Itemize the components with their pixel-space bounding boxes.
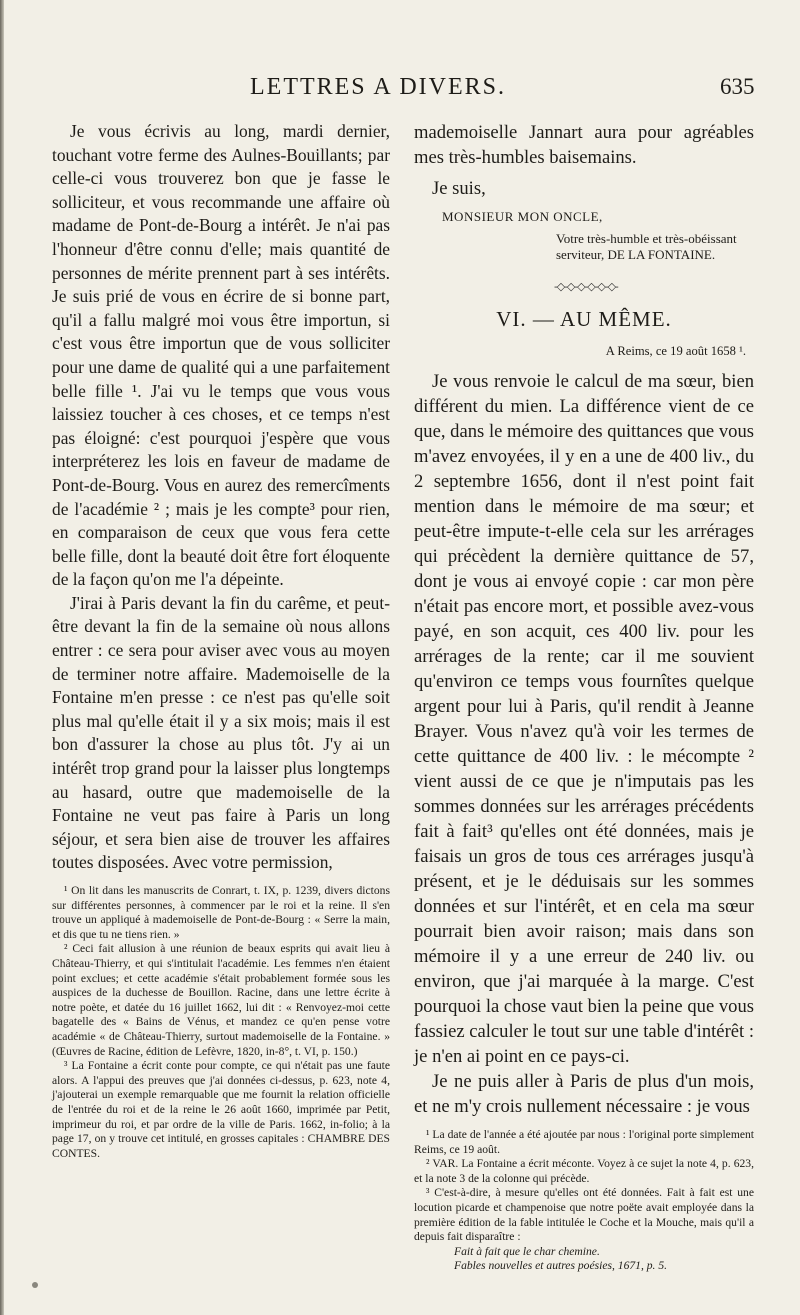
footnotes-left bbox=[52, 884, 390, 1161]
signature-line: serviteur, DE LA FONTAINE. bbox=[556, 247, 716, 262]
right-column bbox=[414, 120, 754, 1274]
letter-paragraph: Je ne puis aller à Paris de plus d'un mois, et ne m'y crois nullement nécessaire : je vous bbox=[414, 1071, 754, 1117]
dateline: A Reims, ce 19 août 1658 ¹. bbox=[605, 344, 746, 358]
footnote: ² Ceci fait allusion à une réunion de beaux esprits qui avait lieu à Château-Thierry, et qui s'intitulait l'académie. Les femmes n'en étaient point exclues; et cette académie s'était probablement formée sous les auspices de la duchesse de Bouillon. Racine, dans une lettre écrite à notre poète, et datée du 16 juillet 1662, lui dit : « Renvoyez-moi cette bagatelle des « Bains de Vénus, et mandez ce qu'en pense votre académie « de Château-Thierry, surtout mademoiselle de la Fontaine. » (Œuvres de Racine, édition de Lefèvre, 1820, in-8°, t. VI, p. 150.) bbox=[52, 942, 390, 1058]
footnote: ³ La Fontaine a écrit conte pour compte, ce qui n'était pas une faute alors. A l'appui des preuves que j'ai données ci-dessus, p. 623, note 4, j'ajouterai un exemple remarquable que me fournit la relation officielle de l'entrée du roi et de la reine le 26 août 1660, imprimée par Petit, imprimeur du roi, et par ordre de la ville de Paris. 1662, in-folio; à la page 17, on y trouve cet intitulé, en grosses capitales : CHAMBRE DES CONTES. bbox=[52, 1059, 390, 1160]
page-number: 635 bbox=[720, 74, 755, 99]
section-title: VI. — AU MÊME. bbox=[496, 307, 672, 331]
letter-paragraph: Je vous écrivis au long, mardi dernier, touchant votre ferme des Aulnes-Bouillants; par celle-ci vous trouverez bon que je fasse le solliciteur, et vous recommande une affaire où madame de Pont-de-Bourg a intérêt. Je n'ai pas l'honneur d'être connu d'elle; mais quantité de personnes de mérite prennent part à ses intérêts. Je suis prié de vous en écrire de si bonne part, qu'il a fallu malgré moi vous être importun, si c'est vous être importun que de vous solliciter pour une dame de qualité qui a une parfaitement belle fille ¹. J'ai vu le temps que vous vous laissiez toucher à ces choses, et ce temps n'est pas éloigné: c'est pourquoi j'espère que vous interpréterez les lois en faveur de madame de Pont-de-Bourg. Vous en aurez des remercîments de l'académie ² ; mais je les compte³ pour rien, en comparaison de ceux que vous fera cette belle fille, dont la beauté doit être fort éloquente de la façon qu'on me l'a dépeinte. bbox=[52, 121, 390, 590]
verse-source: Fables nouvelles et autres poésies, 1671, p. 5. bbox=[454, 1259, 668, 1273]
footnote: ¹ La date de l'année a été ajoutée par nous : l'original porte simplement Reims, ce 19 août. bbox=[414, 1128, 754, 1156]
scan-speck bbox=[32, 1282, 38, 1288]
salutation: MONSIEUR MON ONCLE, bbox=[442, 209, 603, 224]
signature-line: Votre très-humble et très-obéissant bbox=[556, 231, 737, 246]
footnote: ¹ On lit dans les manuscrits de Conrart, t. IX, p. 1239, divers dictons sur différentes personnes, à commencer par le roi et la reine. Il s'en trouve un appliqué à mademoiselle de Pont-de-Bourg : « Serre la main, et dis que tu ne tiens rien. » bbox=[52, 884, 390, 941]
ornament-divider: -◇-◇-◇-◇-◇-◇- bbox=[554, 280, 618, 293]
left-column bbox=[52, 120, 390, 1161]
footnotes-right bbox=[414, 1128, 754, 1274]
footnote: ³ C'est-à-dire, à mesure qu'elles ont été données. Fait à fait est une locution picarde et champenoise que notre poëte avait employée dans la première édition de la fable intitulée le Coche et la Mouche, mais qu'il a depuis fait disparaître : bbox=[414, 1186, 754, 1244]
letter-paragraph: J'irai à Paris devant la fin du carême, et peut-être devant la fin de la semaine où nous allons entrer : ce sera pour aviser avec vous au moyen de terminer notre affaire. Mademoiselle de la Fontaine m'en presse : ce n'est pas qu'elle soit plus mal qu'elle était il y a six mois; mais il est bon d'assurer la chose au plus tôt. J'y ai un intérêt trop grand pour la laisser plus longtemps au hasard, outre que mademoiselle de la Fontaine ne veut pas faire à Paris un long séjour, et sera bien aise de trouver les affaires toutes disposées. Avec votre permission, bbox=[52, 592, 390, 873]
verse-quote: Fait à fait que le char chemine. bbox=[454, 1244, 600, 1258]
letter-paragraph: mademoiselle Jannart aura pour agréables mes très-humbles baisemains. bbox=[414, 122, 754, 168]
running-head-title: LETTRES A DIVERS. bbox=[250, 74, 507, 100]
running-head bbox=[0, 74, 800, 114]
closing-line: Je suis, bbox=[432, 178, 486, 199]
footnote: ² VAR. La Fontaine a écrit méconte. Voyez à ce sujet la note 4, p. 623, et la note 3 de la colonne qui précède. bbox=[414, 1157, 754, 1185]
letter-paragraph: Je vous renvoie le calcul de ma sœur, bien différent du mien. La différence vient de ce que, dans le mémoire des quittances que vous m'avez envoyées, il y en a une de 400 liv., du 2 septembre 1656, dont il n'est point fait mention dans le mémoire de ma sœur; et peut-être impute-t-elle cela sur les arrérages qui précèdent la dernière quittance de 57, dont je vous ai envoyé copie : car mon père n'était pas encore mort, et possible avez-vous payé, en son acquit, ces 400 liv. pour les arrérages de la rente; car il me souvient qu'environ ce temps vous fournîtes quelque argent pour lui à Paris, qu'il rendit à Jeanne Brayer. Vous n'avez qu'à voir les termes de cette quittance de 400 liv. : le mécompte ² vient aussi de ce que je n'imputais pas les sommes données sur les arrérages précédents fait à fait³ qu'elles ont été données, mais je faisais un gros de tous ces arrérages jusqu'à présent, et je le déduisais sur les sommes données et sur l'intérêt, et en cela ma sœur pourrait bien avoir raison; mais dans son mémoire il y a une erreur de 240 liv. ou environ, que j'ai marquée à la marge. C'est pourquoi la chose vaut bien la peine que vous fassiez calculer le tout sur une table d'intérêt : je n'en ai point en ce pays-ci. bbox=[414, 371, 754, 1067]
scan-edge bbox=[0, 0, 4, 1315]
